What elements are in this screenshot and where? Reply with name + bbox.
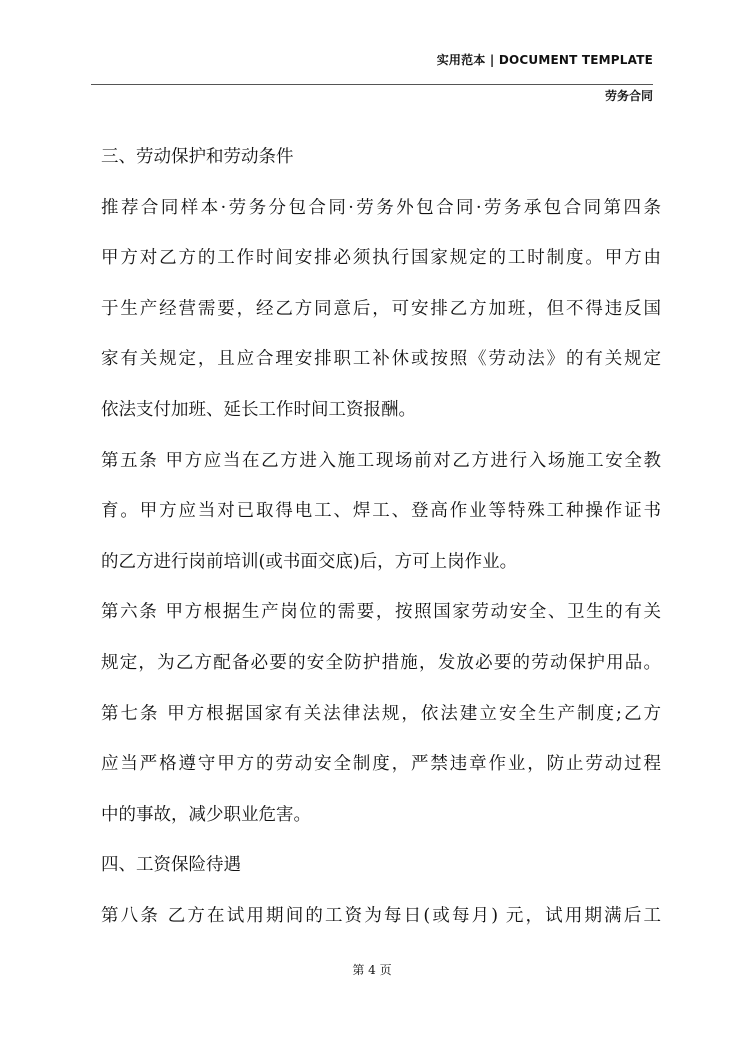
- text-line: 的乙方进行岗前培训(或书面交底)后，方可上岗作业。: [101, 551, 518, 572]
- text-line: 依法支付加班、延长工作时间工资报酬。: [101, 399, 416, 420]
- document-body: [101, 138, 661, 948]
- text-line: 甲方对乙方的工作时间安排必须执行国家规定的工时制度。甲方由: [101, 248, 661, 269]
- text-line: 于生产经营需要，经乙方同意后，可安排乙方加班，但不得违反国: [101, 298, 661, 319]
- text-line: 规定，为乙方配备必要的安全防护措施，发放必要的劳动保护用品。: [101, 652, 661, 673]
- page-number: 第 4 页: [352, 963, 392, 977]
- text-line: 第五条 甲方应当在乙方进入施工现场前对乙方进行入场施工安全教: [101, 450, 661, 471]
- header-title: 实用范本 | DOCUMENT TEMPLATE: [436, 53, 653, 67]
- text-line: 三、劳动保护和劳动条件: [101, 147, 294, 167]
- text-line: 四、工资保险待遇: [101, 855, 241, 876]
- text-line: 推荐合同样本·劳务分包合同·劳务外包合同·劳务承包合同第四条: [101, 197, 661, 218]
- header-subtitle: 劳务合同: [604, 89, 653, 103]
- text-line: 育。甲方应当对已取得电工、焊工、登高作业等特殊工种操作证书: [101, 501, 661, 522]
- text-line: 第七条 甲方根据国家有关法律法规，依法建立安全生产制度;乙方: [101, 703, 661, 724]
- text-line: 第八条 乙方在试用期间的工资为每日(或每月) 元，试用期满后工: [101, 905, 661, 926]
- text-line: 第六条 甲方根据生产岗位的需要，按照国家劳动安全、卫生的有关: [101, 602, 661, 623]
- text-line: 应当严格遵守甲方的劳动安全制度，严禁违章作业，防止劳动过程: [101, 754, 661, 775]
- text-line: 家有关规定，且应合理安排职工补休或按照《劳动法》的有关规定: [101, 349, 661, 370]
- text-line: 中的事故，减少职业危害。: [101, 804, 311, 825]
- header-divider: [91, 84, 653, 85]
